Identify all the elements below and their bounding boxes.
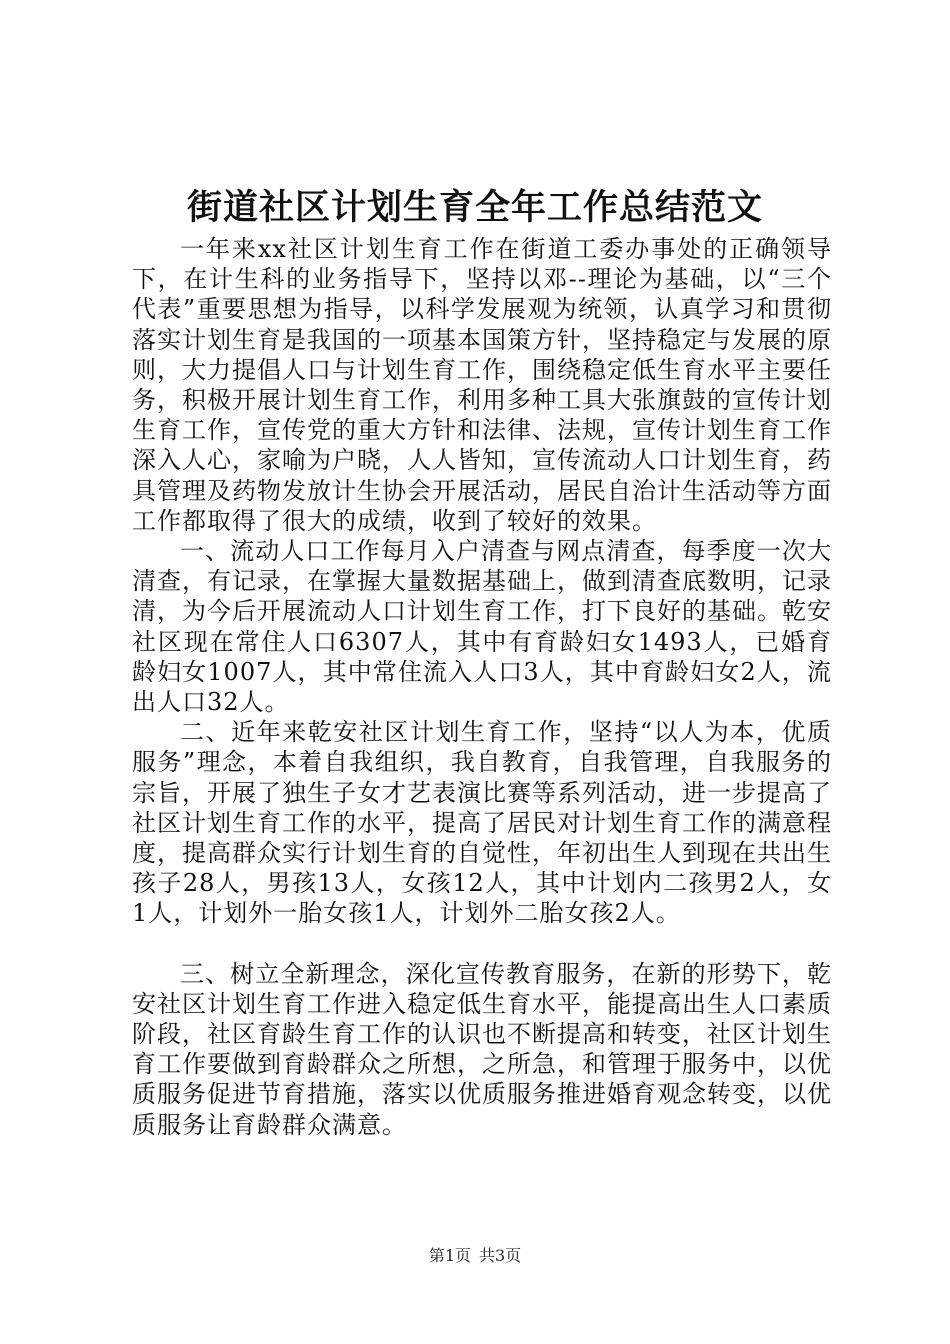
paragraph-section-1: 一、流动人口工作每月入户清查与网点清查，每季度一次大清查，有记录，在掌握大量数据基础上，做到清查底数明，记录清，为今后开展流动人口计划生育工作，打下良好的基础。乾安社区现在常住人口6307人，其中有育龄妇女1493人，已婚育龄妇女1007人，其中常住流入人口3人，其中育龄妇女2人，流出人口32人。 [132, 537, 832, 717]
paragraph-intro: 一年来xx社区计划生育工作在街道工委办事处的正确领导下，在计生科的业务指导下，坚持以邓--理论为基础，以“三个代表”重要思想为指导，以科学发展观为统领，认真学习和贯彻落实计划生育是我国的一项基本国策方针，坚持稳定与发展的原则，大力提倡人口与计划生育工作，围绕稳定低生育水平主要任务，积极开展计划生育工作，利用多种工具大张旗鼓的宣传计划生育工作，宣传党的重大方针和法律、法规，宣传计划生育工作深入人心，家喻为户晓，人人皆知，宣传流动人口计划生育，药具管理及药物发放计生协会开展活动，居民自治计生活动等方面工作都取得了很大的成绩，收到了较好的效果。 [132, 235, 832, 535]
paragraph-section-2: 二、近年来乾安社区计划生育工作，坚持“以人为本，优质服务”理念，本着自我组织，我自教育，自我管理，自我服务的宗旨，开展了独生子女才艺表演比赛等系列活动，进一步提高了社区计划生育工作的水平，提高了居民对计划生育工作的满意程度，提高群众实行计划生育的自觉性，年初出生人到现在共出生孩子28人，男孩13人，女孩12人，其中计划内二孩男2人，女1人，计划外一胎女孩1人，计划外二胎女孩2人。 [132, 718, 832, 928]
paragraph-section-3: 三、树立全新理念，深化宣传教育服务，在新的形势下，乾安社区计划生育工作进入稳定低生育水平，能提高出生人口素质阶段，社区育龄生育工作的认识也不断提高和转变，社区计划生育工作要做到育龄群众之所想，之所急，和管理于服务中，以优质服务促进节育措施，落实以优质服务推进婚育观念转变，以优质服务让育龄群众满意。 [132, 959, 832, 1139]
document-body [132, 234, 832, 1140]
page-number: 第1页 [428, 1246, 471, 1265]
page-footer [0, 1244, 950, 1268]
document-title: 街道社区计划生育全年工作总结范文 [186, 187, 763, 228]
page-total: 共3页 [479, 1246, 522, 1265]
